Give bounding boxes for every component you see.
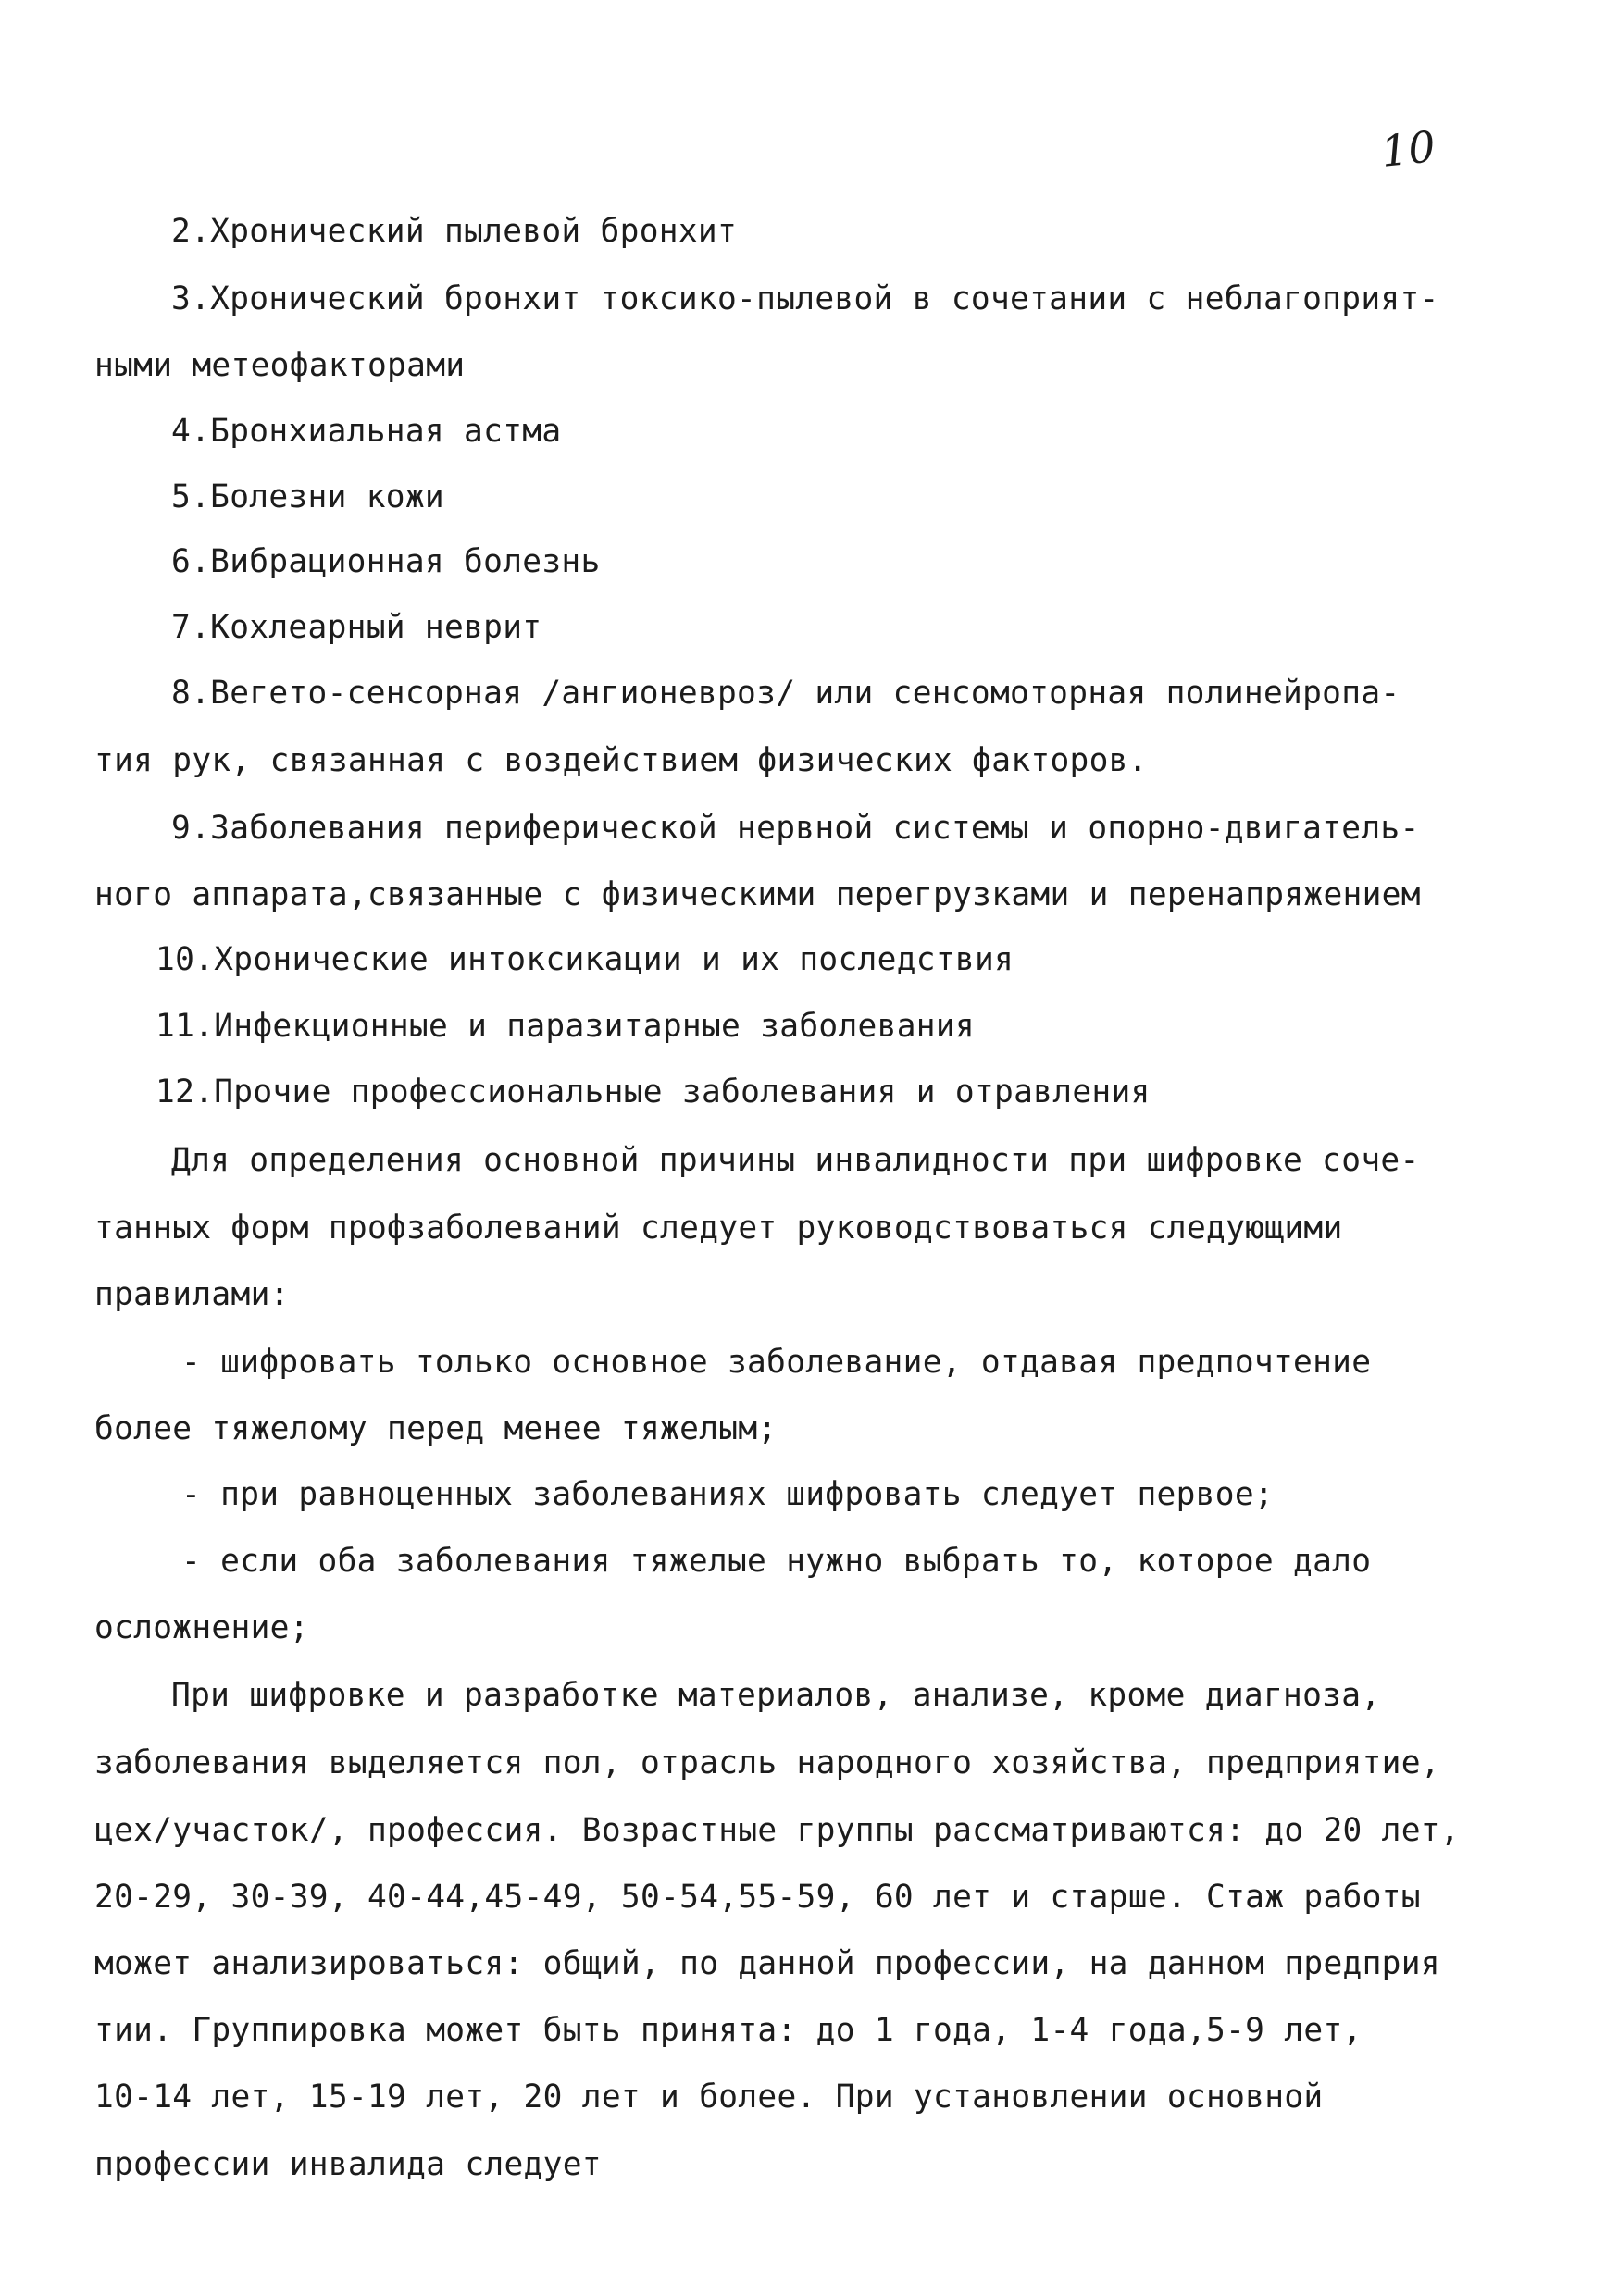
list-item-4: 4.Бронхиальная астма xyxy=(171,413,562,450)
list-item-7: 7.Кохлеарный неврит xyxy=(171,609,542,646)
list-item-8-line-2: тия рук, связанная с воздействием физических факторов. xyxy=(94,742,1148,779)
analysis-line-6: тии. Группировка может быть принята: до 1 года, 1-4 года,5-9 лет, xyxy=(94,2012,1363,2049)
rules-intro-line-3: правилами: xyxy=(94,1276,290,1313)
rule-3-line-2: осложнение; xyxy=(94,1609,309,1646)
rule-1-line-1: - шифровать только основное заболевание, отдавая предпочтение xyxy=(181,1344,1372,1381)
list-item-12: 12.Прочие профессиональные заболевания и отравления xyxy=(156,1074,1151,1111)
list-item-10: 10.Хронические интоксикации и их последствия xyxy=(156,941,1014,978)
analysis-line-2: заболевания выделяется пол, отрасль народного хозяйства, предприятие, xyxy=(94,1744,1440,1781)
analysis-line-5: может анализироваться: общий, по данной профессии, на данном предприя xyxy=(94,1945,1440,1982)
list-item-3-line-2: ными метеофакторами xyxy=(94,347,466,384)
page-number: 10 xyxy=(1378,121,1438,177)
rule-2: - при равноценных заболеваниях шифровать следует первое; xyxy=(181,1476,1274,1513)
rule-1-line-2: более тяжелому перед менее тяжелым; xyxy=(94,1410,778,1447)
rule-3-line-1: - если оба заболевания тяжелые нужно выбрать то, которое дало xyxy=(181,1543,1372,1580)
analysis-line-3: цех/участок/, профессия. Возрастные группы рассматриваются: до 20 лет, xyxy=(94,1812,1460,1849)
rules-intro-line-1: Для определения основной причины инвалидности при шифровке соче- xyxy=(171,1142,1420,1179)
list-item-8-line-1: 8.Вегето-сенсорная /ангионевроз/ или сенсомоторная полинейропа- xyxy=(171,675,1400,712)
analysis-line-1: При шифровке и разработке материалов, анализе, кроме диагноза, xyxy=(171,1677,1381,1714)
list-item-11: 11.Инфекционные и паразитарные заболевания xyxy=(156,1008,975,1045)
analysis-line-7: 10-14 лет, 15-19 лет, 20 лет и более. При установлении основной xyxy=(94,2079,1324,2116)
analysis-line-4: 20-29, 30-39, 40-44,45-49, 50-54,55-59, 60 лет и старше. Стаж работы xyxy=(94,1879,1421,1916)
list-item-9-line-2: ного аппарата,связанные с физическими перегрузками и перенапряжением xyxy=(94,876,1421,913)
rules-intro-line-2: танных форм профзаболеваний следует руководствоваться следующими xyxy=(94,1210,1343,1247)
analysis-line-8: профессии инвалида следует xyxy=(94,2146,602,2183)
list-item-9-line-1: 9.Заболевания периферической нервной системы и опорно-двигатель- xyxy=(171,810,1420,847)
list-item-3-line-1: 3.Хронический бронхит токсико-пылевой в сочетании с неблагоприят- xyxy=(171,280,1439,317)
list-item-2: 2.Хронический пылевой бронхит xyxy=(171,213,738,250)
list-item-6: 6.Вибрационная болезнь xyxy=(171,543,601,580)
list-item-5: 5.Болезни кожи xyxy=(171,478,444,515)
